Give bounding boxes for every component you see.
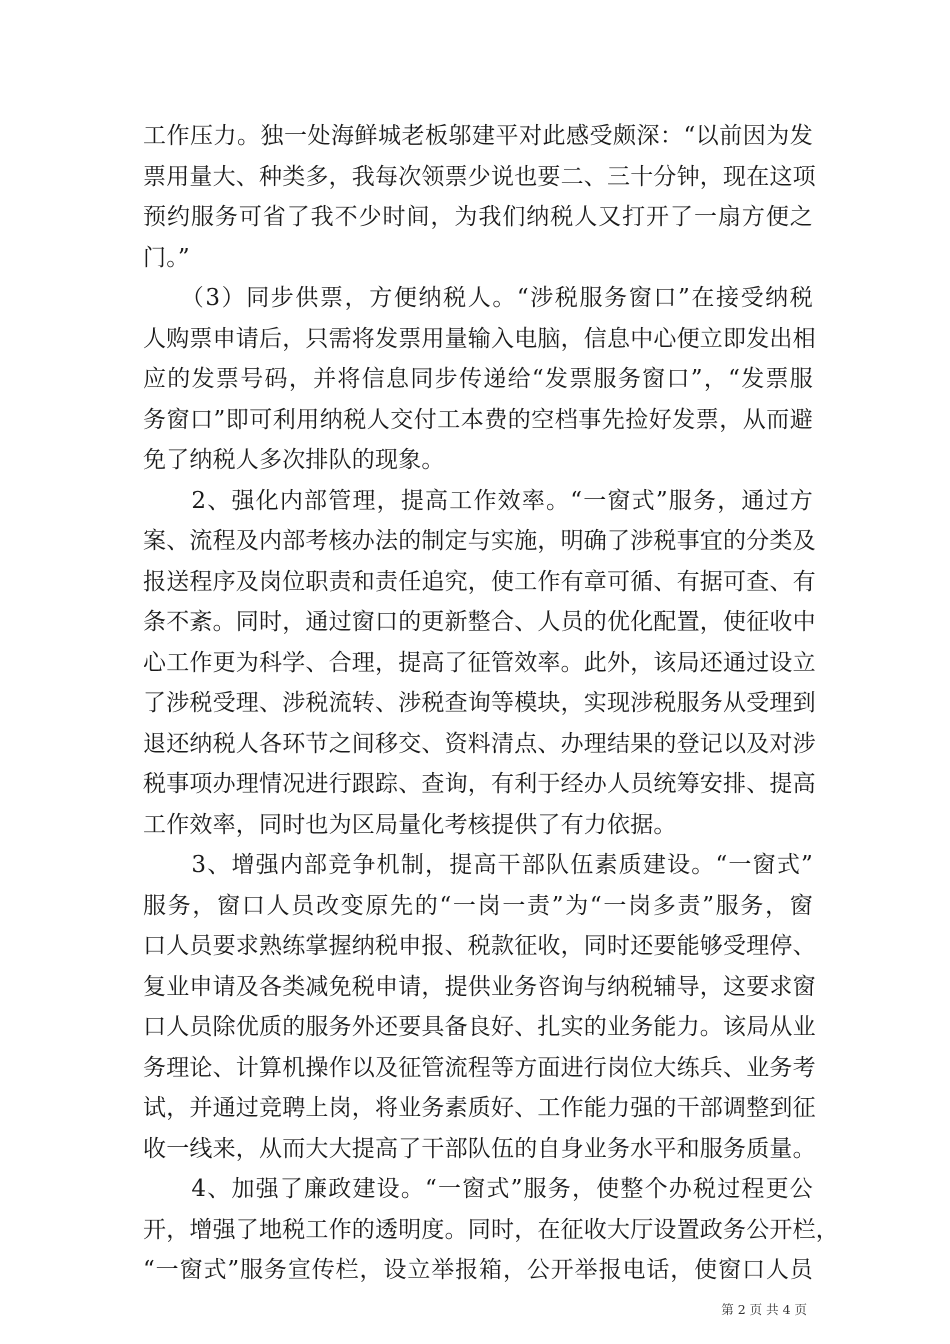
text-line: 心工作更为科学、合理，提高了征管效率。此外，该局还通过设立 (143, 649, 816, 676)
text-line: 2、强化内部管理，提高工作效率。“一窗式”服务，通过方 (143, 487, 813, 514)
text-line: 人购票申请后，只需将发票用量输入电脑，信息中心便立即发出相 (143, 325, 816, 352)
text-line: 4、加强了廉政建设。“一窗式”服务，使整个办税过程更公 (143, 1176, 813, 1202)
text-line: 报送程序及岗位职责和责任追究，使工作有章可循、有据可查、有 (143, 568, 816, 595)
text-line: 口人员要求熟练掌握纳税申报、税款征收，同时还要能够受理停、 (143, 933, 816, 959)
text-line: 工作压力。独一处海鲜城老板邬建平对此感受颇深：“以前因为发 (143, 123, 813, 149)
text-line: 务窗口”即可利用纳税人交付工本费的空档事先捡好发票，从而避 (143, 406, 813, 433)
text-line: 收一线来，从而大大提高了干部队伍的自身业务水平和服务质量。 (143, 1135, 816, 1162)
text-line: 条不紊。同时，通过窗口的更新整合、人员的优化配置，使征收中 (143, 609, 816, 635)
text-line: “一窗式”服务宣传栏，设立举报箱，公开举报电话，使窗口人员 (143, 1257, 813, 1283)
text-line: 案、流程及内部考核办法的制定与实施，明确了涉税事宜的分类及 (143, 528, 816, 554)
text-line: 税事项办理情况进行跟踪、查询，有利于经办人员统筹安排、提高 (143, 771, 816, 797)
page-number-footer: 第 2 页 共 4 页 (721, 1302, 807, 1317)
text-line: 开，增强了地税工作的透明度。同时，在征收大厅设置政务公开栏， (143, 1216, 839, 1243)
text-line: 免了纳税人多次排队的现象。 (143, 447, 445, 473)
text-line: 复业申请及各类减免税申请，提供业务咨询与纳税辅导，这要求窗 (143, 973, 816, 1000)
text-line: 应的发票号码，并将信息同步传递给“发票服务窗口”，“发票服 (143, 366, 813, 392)
text-line: 服务，窗口人员改变原先的“一岗一责”为“一岗多责”服务，窗 (143, 892, 813, 919)
text-line: 3、增强内部竞争机制，提高干部队伍素质建设。“一窗式” (143, 852, 813, 878)
document-body (143, 116, 839, 1291)
text-line: 预约服务可省了我不少时间，为我们纳税人又打开了一扇方便之 (143, 204, 813, 230)
text-line: 退还纳税人各环节之间移交、资料清点、办理结果的登记以及对涉 (143, 730, 816, 757)
text-line: 工作效率，同时也为区局量化考核提供了有力依据。 (143, 811, 677, 838)
text-line: 门。” (143, 244, 190, 271)
text-line: 口人员除优质的服务外还要具备良好、扎实的业务能力。该局从业 (143, 1014, 816, 1040)
text-line: 试，并通过竞聘上岗，将业务素质好、工作能力强的干部调整到征 (143, 1095, 816, 1121)
text-line: 票用量大、种类多，我每次领票少说也要二、三十分钟，现在这项 (143, 163, 816, 190)
text-line: 务理论、计算机操作以及征管流程等方面进行岗位大练兵、业务考 (143, 1054, 816, 1081)
text-line: （3）同步供票，方便纳税人。“涉税服务窗口”在接受纳税 (143, 285, 813, 311)
text-line: 了涉税受理、涉税流转、涉税查询等模块，实现涉税服务从受理到 (143, 690, 816, 716)
